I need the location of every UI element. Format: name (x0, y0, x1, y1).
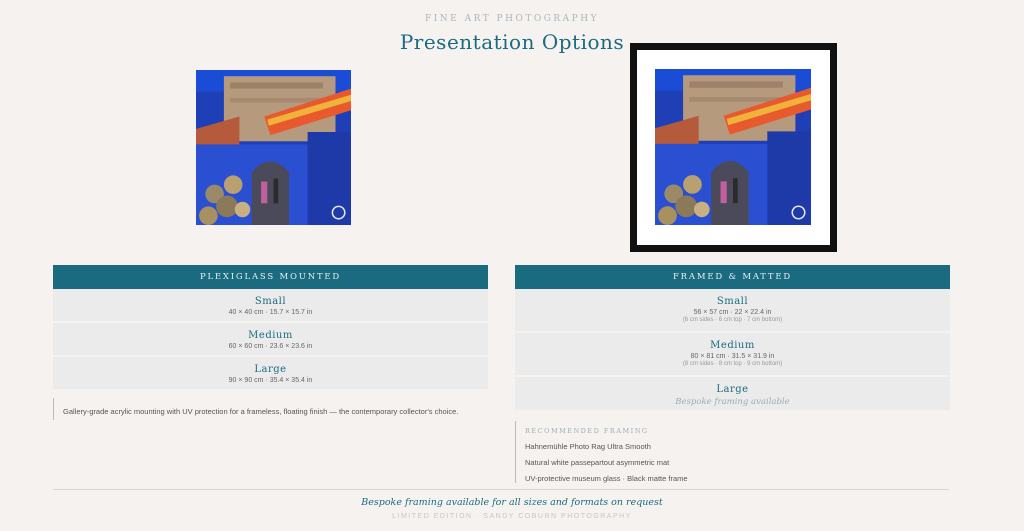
recommended-item: Hahnemühle Photo Rag Ultra Smooth (525, 442, 651, 451)
recommended-heading: RECOMMENDED FRAMING (525, 427, 649, 435)
eyebrow: FINE ART PHOTOGRAPHY (424, 14, 600, 24)
framed-heading: FRAMED & MATTED (515, 265, 950, 289)
plexiglass-description: Gallery-grade acrylic mounting with UV protection for a frameless, floating finish — the contemporary collector's choice. (53, 398, 483, 420)
option-dims: 40 × 40 cm · 15.7 × 15.7 in (228, 309, 313, 316)
page-title: Presentation Options (399, 30, 625, 54)
size-option-small[interactable] (515, 289, 950, 333)
recommended-framing (515, 421, 815, 483)
bespoke-note: Bespoke framing available (675, 397, 790, 407)
option-dims: 60 × 60 cm · 23.6 × 23.6 in (228, 343, 313, 350)
size-option-medium[interactable] (53, 323, 488, 357)
option-note: (8 cm sides · 8 cm top · 9 cm bottom) (682, 361, 783, 367)
option-name: Large (254, 364, 287, 375)
plexiglass-panel (53, 265, 488, 391)
framed-photo (655, 69, 811, 225)
size-option-small[interactable] (53, 289, 488, 323)
option-name: Large (716, 384, 749, 395)
option-name: Small (716, 296, 749, 307)
size-option-large[interactable] (53, 357, 488, 391)
recommended-item: Natural white passepartout asymmetric mat (525, 458, 670, 467)
footer-divider (53, 489, 949, 490)
plexiglass-photo (196, 70, 351, 225)
option-note: (6 cm sides · 6 cm top · 7 cm bottom) (682, 317, 783, 323)
framed-print (630, 43, 837, 252)
option-name: Small (254, 296, 287, 307)
footer-credit: LIMITED EDITION · SANDY COBURN PHOTOGRAPHY (392, 513, 632, 520)
footer-note: Bespoke framing available for all sizes and formats on request (361, 497, 663, 508)
option-dims: 80 × 81 cm · 31.5 × 31.9 in (690, 353, 775, 360)
option-dims: 56 × 57 cm · 22 × 22.4 in (693, 309, 772, 316)
size-option-medium[interactable] (515, 333, 950, 377)
size-option-large[interactable] (515, 377, 950, 412)
plexiglass-heading: PLEXIGLASS MOUNTED (53, 265, 488, 289)
option-dims: 90 × 90 cm · 35.4 × 35.4 in (228, 377, 313, 384)
recommended-item: UV-protective museum glass · Black matte frame (525, 474, 688, 483)
option-name: Medium (710, 340, 755, 351)
option-name: Medium (248, 330, 293, 341)
framed-panel (515, 265, 950, 412)
